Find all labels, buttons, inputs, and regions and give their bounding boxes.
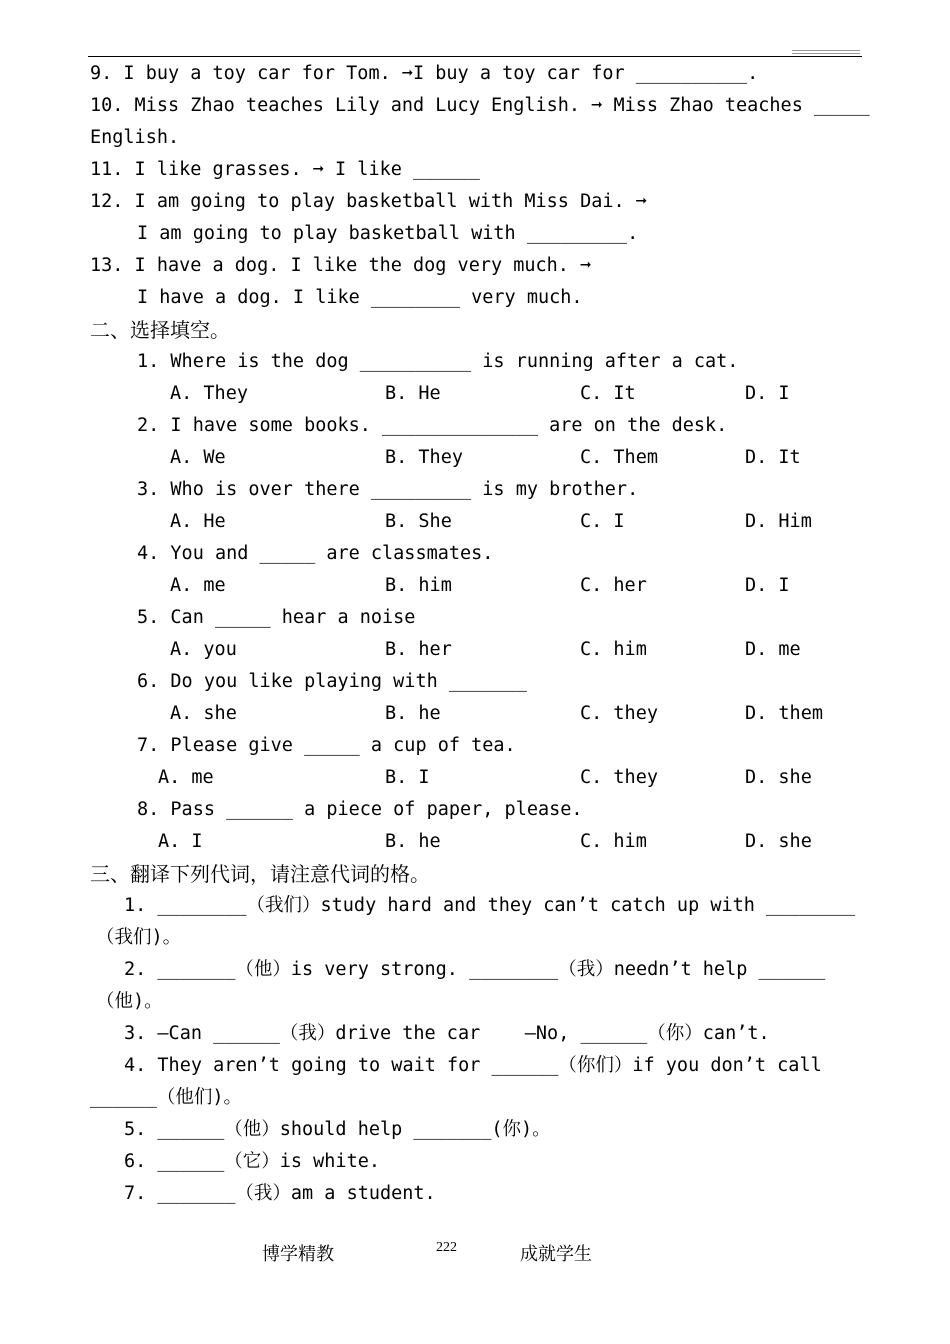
- option-a: A. They: [170, 383, 248, 404]
- option-a: A. We: [170, 447, 226, 468]
- option-a: A. she: [170, 703, 237, 724]
- rewrite-item-10-cont: English.: [90, 127, 180, 148]
- option-c: C. It: [580, 383, 636, 404]
- translate-item-5: 5. ______（他）should help _______(你)。: [124, 1119, 551, 1140]
- option-d: D. me: [745, 639, 801, 660]
- option-d: D. them: [745, 703, 823, 724]
- option-a: A. He: [170, 511, 226, 532]
- option-b: B. him: [385, 575, 452, 596]
- question-1: 1. Where is the dog __________ is running after a cat.: [137, 351, 739, 372]
- translate-item-2-cont: （他)。: [96, 991, 163, 1012]
- option-d: D. Him: [745, 511, 812, 532]
- section-heading-choice: 二、选择填空。: [90, 318, 230, 342]
- option-b: B. her: [385, 639, 452, 660]
- footer-motto-right: 成就学生: [520, 1244, 592, 1265]
- question-7: 7. Please give _____ a cup of tea.: [137, 735, 516, 756]
- translate-item-4: 4. They aren’t going to wait for ______（你们）if you don’t call: [124, 1055, 822, 1076]
- rewrite-item-12-answer: I am going to play basketball with _________.: [137, 223, 639, 244]
- option-a: A. me: [170, 575, 226, 596]
- question-5: 5. Can _____ hear a noise: [137, 607, 416, 628]
- option-d: D. I: [745, 383, 790, 404]
- option-a: A. you: [170, 639, 237, 660]
- option-c: C. him: [580, 831, 647, 852]
- translate-item-1: 1. ________（我们）study hard and they can’t catch up with ________: [124, 895, 856, 916]
- rewrite-item-10: 10. Miss Zhao teaches Lily and Lucy English. ➞ Miss Zhao teaches _____: [90, 95, 870, 116]
- option-c: C. they: [580, 767, 658, 788]
- question-6: 6. Do you like playing with _______: [137, 671, 527, 692]
- option-b: B. They: [385, 447, 463, 468]
- option-b: B. he: [385, 703, 441, 724]
- option-c: C. him: [580, 639, 647, 660]
- question-2: 2. I have some books. ______________ are on the desk.: [137, 415, 728, 436]
- option-b: B. I: [385, 767, 430, 788]
- translate-item-6: 6. ______（它）is white.: [124, 1151, 380, 1172]
- rewrite-item-13: 13. I have a dog. I like the dog very much. ➞: [90, 255, 592, 276]
- option-b: B. he: [385, 831, 441, 852]
- question-8: 8. Pass ______ a piece of paper, please.: [137, 799, 583, 820]
- translate-item-3: 3. —Can ______（我）drive the car —No, ______（你）can’t.: [124, 1023, 770, 1044]
- option-d: D. she: [745, 767, 812, 788]
- option-d: D. I: [745, 575, 790, 596]
- option-c: C. her: [580, 575, 647, 596]
- option-b: B. He: [385, 383, 441, 404]
- option-c: C. I: [580, 511, 625, 532]
- translate-item-2: 2. _______（他）is very strong. ________（我）needn’t help ______: [124, 959, 826, 980]
- header-rule: [88, 56, 862, 57]
- header-mark: [792, 50, 860, 51]
- page-number: 222: [436, 1240, 457, 1255]
- option-c: C. Them: [580, 447, 658, 468]
- translate-item-7: 7. _______（我）am a student.: [124, 1183, 436, 1204]
- section-heading-translate: 三、翻译下列代词，请注意代词的格。: [90, 862, 430, 886]
- rewrite-item-9: 9. I buy a toy car for Tom. ➞I buy a toy car for __________.: [90, 63, 759, 84]
- translate-item-4-cont: ______（他们)。: [90, 1087, 242, 1108]
- option-d: D. she: [745, 831, 812, 852]
- question-3: 3. Who is over there _________ is my brother.: [137, 479, 639, 500]
- header-mark: [792, 53, 860, 54]
- translate-item-1-cont: （我们)。: [96, 927, 182, 948]
- option-a: A. I: [158, 831, 203, 852]
- option-b: B. She: [385, 511, 452, 532]
- option-c: C. they: [580, 703, 658, 724]
- rewrite-item-12: 12. I am going to play basketball with Miss Dai. ➞: [90, 191, 647, 212]
- option-a: A. me: [158, 767, 214, 788]
- option-d: D. It: [745, 447, 801, 468]
- footer-motto-left: 博学精教: [262, 1244, 334, 1265]
- question-4: 4. You and _____ are classmates.: [137, 543, 494, 564]
- rewrite-item-11: 11. I like grasses. ➞ I like ______: [90, 159, 480, 180]
- rewrite-item-13-answer: I have a dog. I like ________ very much.: [137, 287, 583, 308]
